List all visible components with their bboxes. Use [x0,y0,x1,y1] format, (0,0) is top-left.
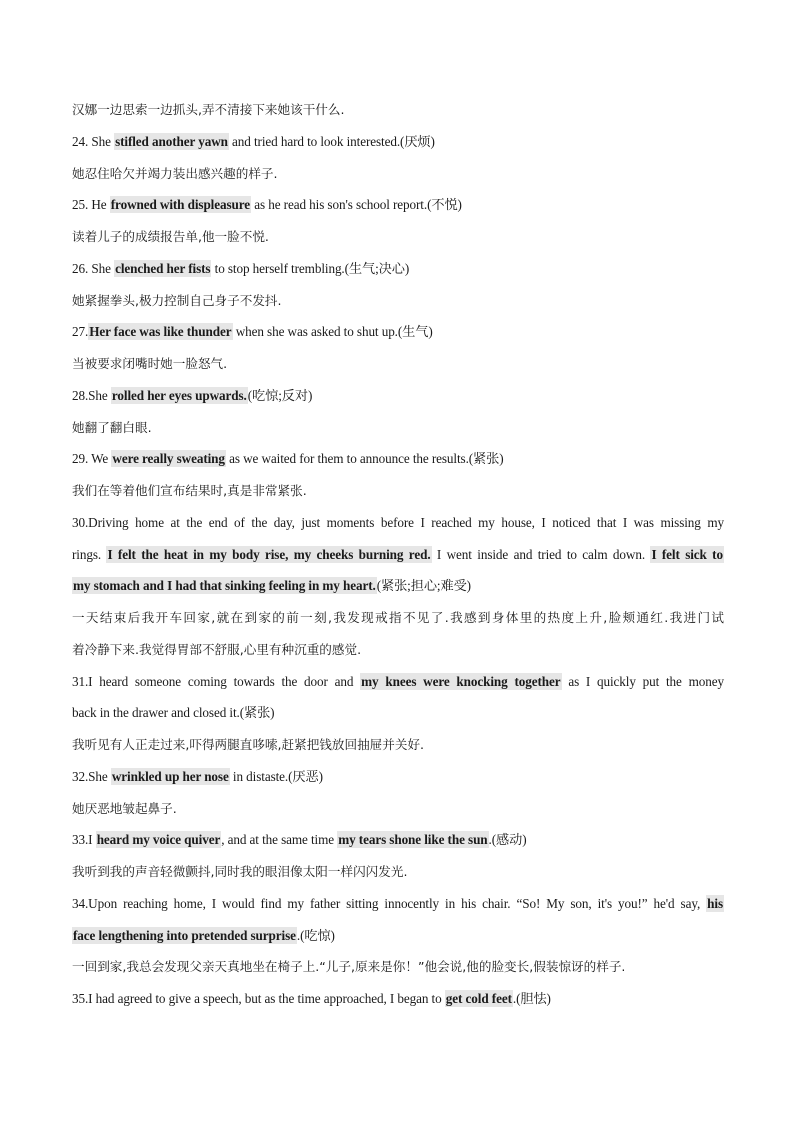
line-text: 汉娜一边思索一边抓头,弄不清接下来她该干什么. [72,102,345,117]
line-text: 25. He [72,197,110,213]
line-text: 当被要求闭嘴时她一脸怒气. [72,356,228,371]
example-line [72,926,724,946]
example-line [72,767,724,787]
example-line [72,576,724,596]
highlighted-phrase: Her face was like thunder [89,324,232,340]
example-line [72,259,724,279]
line-text: 28.She [72,387,111,403]
translation-line [72,227,724,247]
line-text: 34.Upon reaching home, I would find my father sitting innocently in his chair. “So! My son, it's you!” he'd say, [72,895,707,911]
highlighted-phrase: heard my voice quiver [96,832,221,848]
translation-line [72,291,724,311]
example-line [72,132,724,152]
line-text: as he read his son's school report.(不悦) [251,197,462,213]
example-line [72,830,724,850]
example-line [72,195,724,215]
example-line [72,386,724,406]
line-text: 31.I heard someone coming towards the door and [72,673,361,689]
highlighted-phrase: his [707,895,723,911]
example-line [72,449,724,469]
example-line [72,672,724,692]
line-text: as we waited for them to announce the results.(紧张) [225,451,504,467]
line-text: (吃惊;反对) [247,387,313,403]
line-text: 我们在等着他们宣布结果时,真是非常紧张. [72,483,307,498]
translation-line [72,799,724,819]
highlighted-phrase: I felt sick to [651,546,723,562]
translation-line [72,957,724,977]
highlighted-phrase: get cold feet [445,991,512,1006]
highlighted-phrase: were really sweating [112,451,225,467]
highlighted-phrase: face lengthening into pretended surprise [73,927,296,943]
line-text: 她翻了翻白眼. [72,419,152,435]
highlighted-phrase: rolled her eyes upwards. [111,387,247,403]
translation-line [72,354,724,374]
line-text: 她忍住哈欠并竭力装出感兴趣的样子. [72,165,278,181]
example-line [72,703,724,723]
line-text: 32.She [72,768,111,784]
line-text: back in the drawer and closed it.(紧张) [72,705,275,721]
line-text: as I quickly put the money [561,673,724,689]
line-text: 29. We [72,451,112,467]
line-text: 26. She [72,260,115,276]
line-text: 35.I had agreed to give a speech, but as the time approached, I began to [72,991,445,1006]
line-text: 30.Driving home at the end of the day, just moments before I reached my house, I noticed that I was missing my [72,514,724,530]
line-text: 她厌恶地皱起鼻子. [72,800,177,816]
line-text: .(胆怯) [512,991,551,1006]
translation-line [72,481,724,501]
line-text: .(吃惊) [296,927,335,943]
line-text: 33.I [72,832,96,848]
line-text: and tried hard to look interested.(厌烦) [228,133,435,149]
highlighted-phrase: clenched her fists [115,260,211,276]
translation-line [72,862,724,882]
line-text: 我听到我的声音轻微颤抖,同时我的眼泪像太阳一样闪闪发光. [72,864,408,879]
highlighted-phrase: I felt the heat in my body rise, my cheeks burning red. [107,546,431,562]
line-text: , and at the same time [221,832,338,848]
line-text: 着冷静下来.我觉得胃部不舒服,心里有种沉重的感觉. [72,641,362,657]
example-line [72,545,724,565]
example-line [72,513,724,533]
line-text: (紧张;担心;难受) [376,578,471,594]
line-text: 一天结束后我开车回家,就在到家的前一刻,我发现戒指不见了.我感到身体里的热度上升,脸颊通红.我进门试 [72,610,724,625]
translation-line [72,164,724,184]
line-text: 24. She [72,133,115,149]
line-text: 27. [72,324,89,340]
highlighted-phrase: stifled another yawn [115,133,228,149]
line-text: 我听见有人正走过来,吓得两腿直哆嗦,赶紧把钱放回抽屉并关好. [72,737,425,752]
example-line [72,989,724,1009]
example-line [72,894,724,914]
highlighted-phrase: wrinkled up her nose [111,768,229,784]
translation-line [72,100,724,120]
highlighted-phrase: my knees were knocking together [361,673,561,689]
line-text: 她紧握拳头,极力控制自己身子不发抖. [72,292,282,308]
translation-line [72,608,724,628]
highlighted-phrase: my stomach and I had that sinking feeling in my heart. [73,578,376,594]
line-text: I went inside and tried to calm down. [431,546,651,562]
highlighted-phrase: frowned with displeasure [110,197,251,213]
example-line [72,322,724,342]
line-text: in distaste.(厌恶) [229,768,323,784]
line-text: when she was asked to shut up.(生气) [232,324,433,340]
highlighted-phrase: my tears shone like the sun [338,832,488,848]
line-text: .(感动) [488,832,527,848]
line-text: 读着儿子的成绩报告单,他一脸不悦. [72,229,269,244]
translation-line [72,735,724,755]
translation-line [72,418,724,438]
line-text: 一回到家,我总会发现父亲天真地坐在椅子上.“儿子,原来是你！”他会说,他的脸变长,假装惊讶的样子. [72,959,626,975]
line-text: rings. [72,546,107,562]
line-text: to stop herself trembling.(生气;决心) [211,260,410,276]
translation-line [72,640,724,660]
